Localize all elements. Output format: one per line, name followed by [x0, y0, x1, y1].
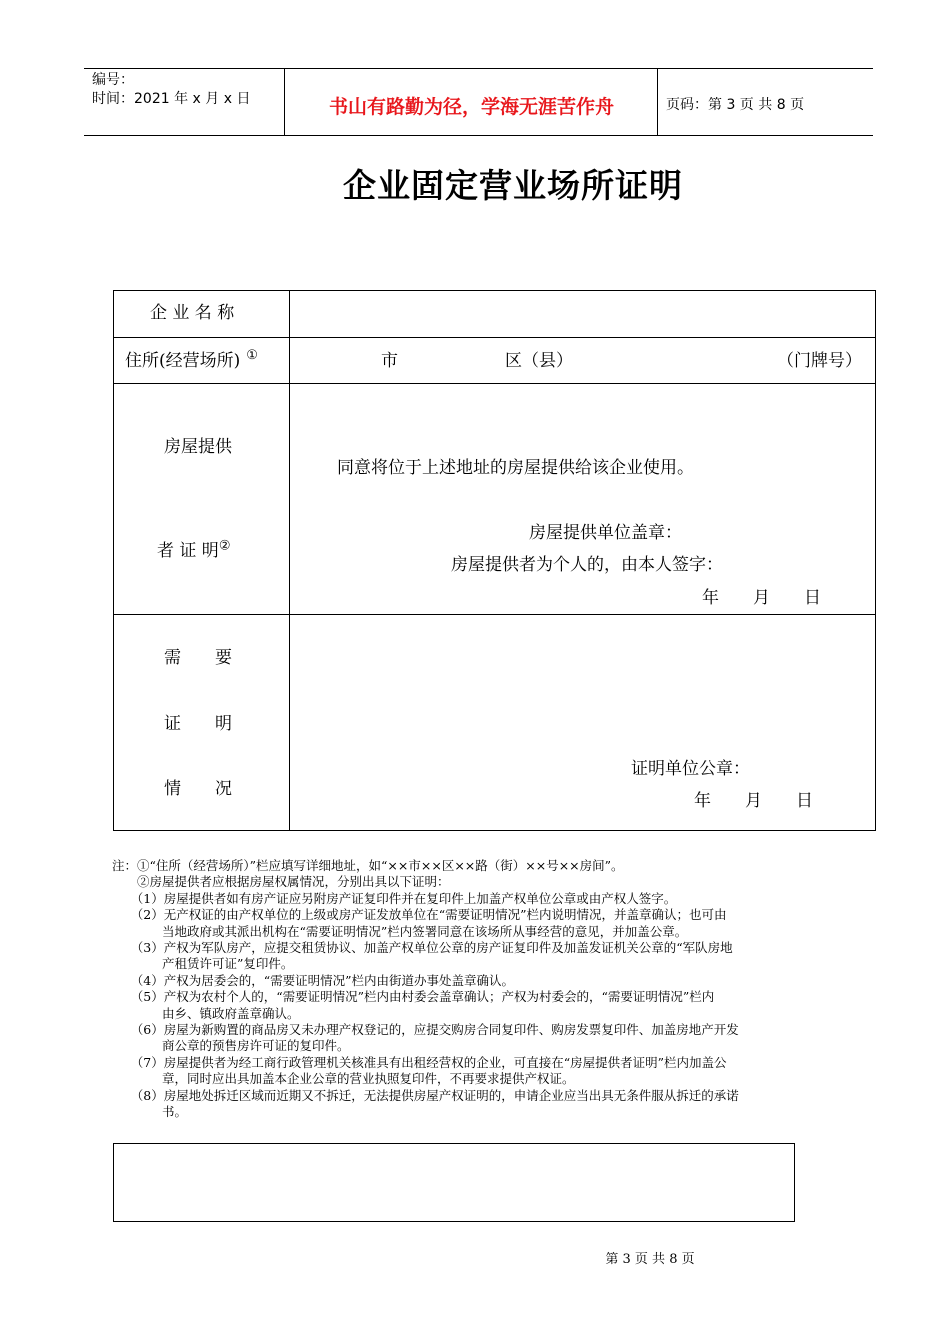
address-district-label: 区（县） — [505, 351, 573, 371]
note-line: 书。 — [112, 1104, 188, 1120]
note-line: 产租赁许可证”复印件。 — [112, 956, 294, 972]
note-line: 章，同时应出具加盖本企业公章的营业执照复印件，不再要求提供产权证。 — [112, 1071, 575, 1087]
note-line: （2）无产权证的由产权单位的上级或房产证发放单位在“需要证明情况”栏内说明情况，并盖章确认；也可由 — [112, 907, 727, 923]
situation-label-line1: 需 要 — [164, 648, 232, 668]
header-motto: 书山有路勤为径，学海无涯苦作舟 — [328, 96, 614, 118]
company-name-field[interactable] — [291, 292, 873, 336]
table-column-divider — [289, 290, 290, 831]
table-border-top — [113, 290, 876, 291]
blank-box — [113, 1143, 795, 1222]
notes-section — [112, 858, 852, 1121]
header-meta — [92, 71, 250, 109]
note-line: （7）房屋提供者为经工商行政管理机关核准具有出租经营权的企业，可直接在“房屋提供者证明”栏内加盖公 — [112, 1054, 727, 1070]
note-line: （8）房屋地处拆迁区域而近期又不拆迁，无法提供房屋产权证明的，申请企业应当出具无条件服从拆迁的承诺 — [112, 1087, 739, 1103]
note-line: 商公章的预售房许可证的复印件。 — [112, 1038, 350, 1054]
provider-agree-text: 同意将位于上述地址的房屋提供给该企业使用。 — [337, 458, 694, 478]
header-divider-left — [284, 69, 285, 135]
note-line: 当地政府或其派出机构在“需要证明情况”栏内签署同意在该场所从事经营的意见，并加盖公章。 — [112, 923, 688, 939]
footnote-mark-1: ① — [246, 348, 258, 364]
provider-personal-sign-label: 房屋提供者为个人的，由本人签字： — [451, 555, 723, 575]
company-name-label: 企 业 名 称 — [150, 303, 235, 323]
provider-stamp-label: 房屋提供单位盖章： — [529, 523, 682, 543]
certifier-date: 年 月 日 — [694, 791, 813, 811]
situation-label-line3: 情 况 — [164, 779, 232, 799]
address-city-label: 市 — [381, 351, 398, 371]
provider-date: 年 月 日 — [702, 588, 821, 608]
header-bottom-rule — [84, 135, 873, 136]
situation-label-line2: 证 明 — [164, 714, 232, 734]
table-row-divider-3 — [113, 614, 876, 615]
note-line: （1）房屋提供者如有房产证应另附房产证复印件并在复印件上加盖产权单位公章或由产权人签字。 — [112, 890, 677, 906]
header-divider-right — [657, 69, 658, 135]
address-label-text: 住所(经营场所) — [125, 351, 241, 371]
table-border-left — [113, 290, 114, 831]
note-line: （4）产权为居委会的，“需要证明情况”栏内由街道办事处盖章确认。 — [112, 972, 514, 988]
footnote-mark-2: ② — [218, 538, 231, 554]
header-page-info: 页码：第 3 页 共 8 页 — [666, 97, 805, 113]
page-footer: 第 3 页 共 8 页 — [605, 1252, 695, 1267]
document-time-label: 时间：2021 年 x 月 x 日 — [92, 91, 251, 107]
certifier-stamp-label: 证明单位公章： — [631, 759, 750, 779]
provider-label-line2 — [157, 536, 230, 561]
table-border-right — [875, 290, 876, 831]
address-label — [125, 346, 258, 371]
table-row-divider-1 — [113, 337, 876, 338]
provider-label-line1: 房屋提供 — [164, 437, 232, 457]
note-line: 由乡、镇政府盖章确认。 — [112, 1005, 300, 1021]
provider-label-line2-text: 者 证 明 — [157, 541, 219, 561]
header-top-rule — [84, 68, 873, 69]
note-line: （5）产权为农村个人的，“需要证明情况”栏内由村委会盖章确认；产权为村委会的，“需要证明情况”栏内 — [112, 989, 715, 1005]
address-doorplate-label: （门牌号） — [777, 351, 862, 371]
note-line: 注：①“住所（经营场所）”栏应填写详细地址，如“××市××区××路（街）××号××房间”。 — [112, 858, 624, 873]
table-row-divider-2 — [113, 383, 876, 384]
note-line: （6）房屋为新购置的商品房又未办理产权登记的，应提交购房合同复印件、购房发票复印件、加盖房地产开发 — [112, 1022, 739, 1038]
table-border-bottom — [113, 830, 876, 831]
document-number-label: 编号： — [92, 72, 134, 88]
page-title: 企业固定营业场所证明 — [343, 166, 683, 205]
note-line: ②房屋提供者应根据房屋权属情况，分别出具以下证明： — [112, 874, 450, 890]
note-line: （3）产权为军队房产，应提交租赁协议、加盖产权单位公章的房产证复印件及加盖发证机关公章的“军队房地 — [112, 940, 733, 956]
